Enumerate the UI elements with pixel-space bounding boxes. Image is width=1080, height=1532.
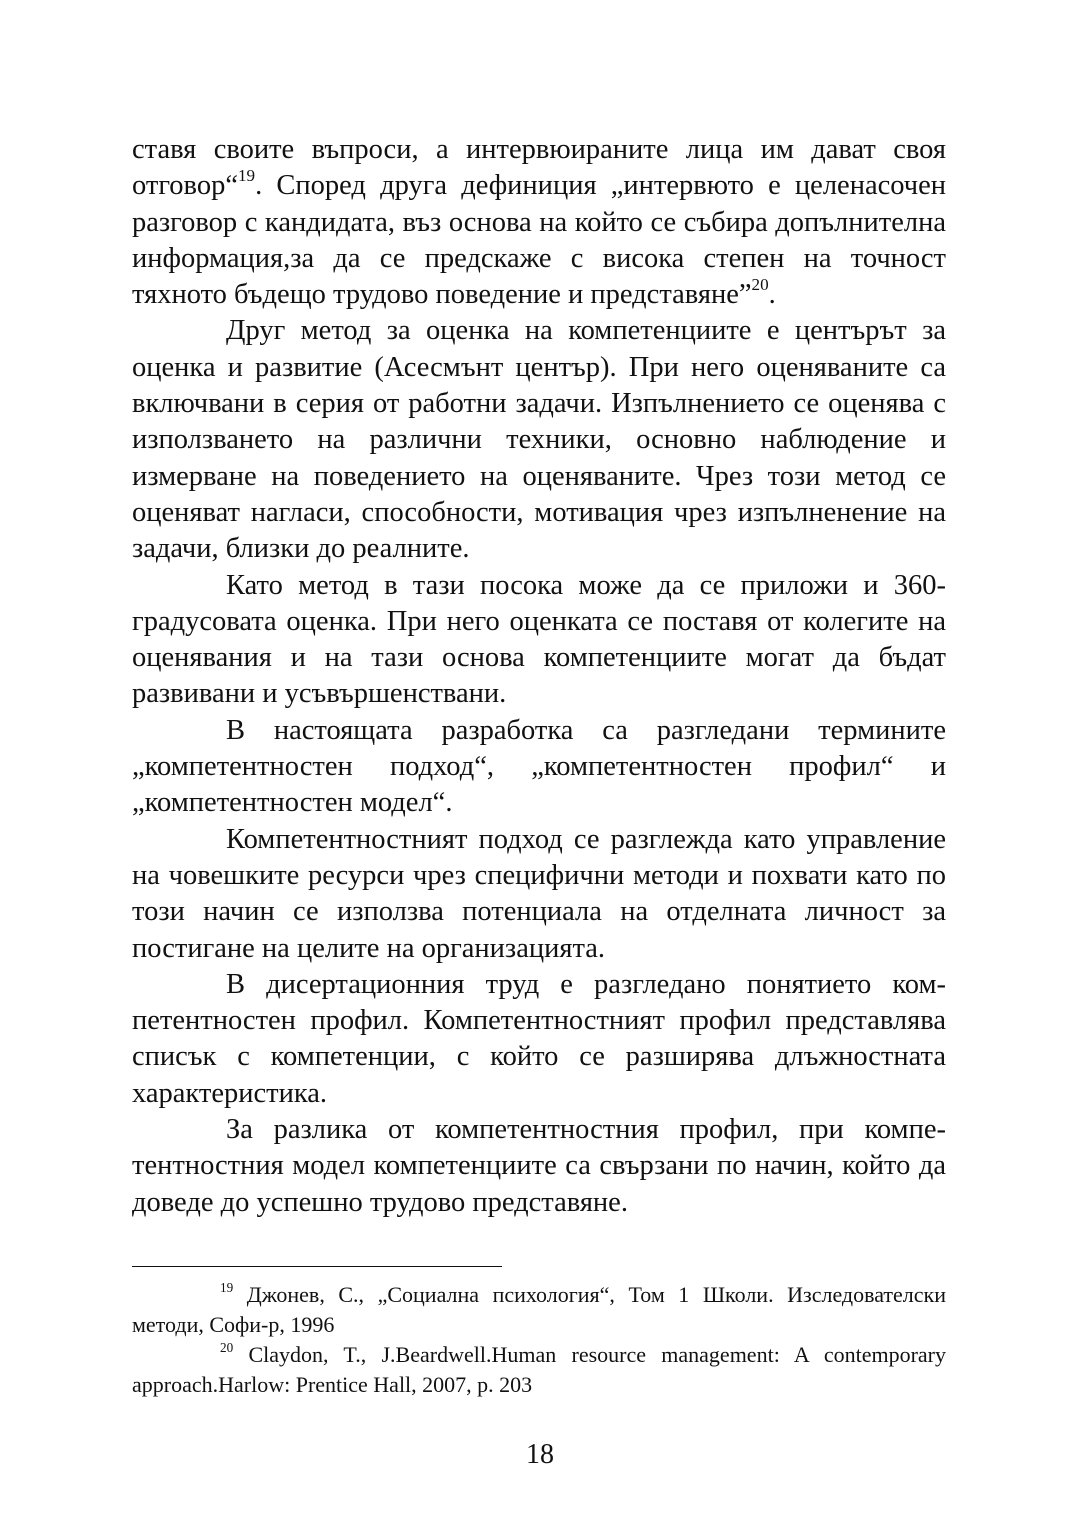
paragraph-text: Като метод в тази посока може да се приложи и 360-градусовата оценка. При него оценката се поставя от колегите на оценявания и на тази основа компетенциите могат да бъдат развивани и усъвършенствани. (132, 569, 946, 710)
paragraph (132, 132, 946, 313)
paragraph-text: В настоящата разработка са разгледани термините „компетентностен подход“, „компетентностен профил“ и „компетентностен модел“. (132, 714, 946, 819)
footnote-text: Джонев, С., „Социална психология“, Том 1 Школи. Изследователски методи, Софи-р, 1996 (132, 1282, 946, 1337)
paragraph-text: В дисертационния труд е разгледано понятието компетентностен профил. Компетентностният профил представлява списък с компетенции, с който се разширява длъжностната характеристика. (132, 968, 946, 1109)
page-number: 18 (526, 1439, 554, 1470)
paragraph-text: . (768, 279, 776, 311)
paragraph-text: Друг метод за оценка на компетенциите е центърът за оценка и развитие (Асесмънт център). При него оценяваните са включвани в серия от работни задачи. Изпълнението се оценява с използването на различни техники, основно наблюдение и измерване на поведението на оценяваните. Чрез този метод се оценяват нагласи, способности, мотивация чрез изпълненение на задачи, близки до реалните. (132, 315, 946, 565)
paragraph (132, 313, 946, 567)
paragraph (132, 1112, 946, 1221)
paragraph-text: ставя своите въпроси, а интервюираните лица им дават своя отговор“ (132, 134, 946, 202)
footnote (132, 1280, 946, 1340)
footnote-reference: 19 (237, 166, 256, 186)
footnote-separator (132, 1266, 502, 1267)
paragraph (132, 713, 946, 822)
paragraph-text: Компетентностният подход се разглежда като управление на човешките ресурси чрез специфични методи и похвати като по този начин се използва потенциала на отделната личност за постигане на целите на организацията. (132, 823, 946, 964)
paragraph (132, 568, 946, 713)
paragraph-text: За разлика от компетентностния профил, при компетентностния модел компетенциите са свързани по начин, който да доведе до успешно трудово представяне. (132, 1114, 946, 1218)
paragraph-text: . Според друга дефиниция „интервюто е целенасочен разговор с кандидата, въз основа на който се събира допълнителна информация,за да се предскаже с висока степен на точност тяхното бъдещо трудово поведение и представяне” (132, 170, 946, 311)
footnote-number: 20 (220, 1340, 234, 1356)
paragraph (132, 967, 946, 1112)
main-body-text (132, 132, 946, 1221)
footnotes (132, 1280, 946, 1400)
paragraph (132, 822, 946, 967)
footnote (132, 1340, 946, 1400)
footnote-reference: 20 (751, 275, 769, 295)
footnote-text: Claydon, T., J.Beardwell.Human resource management: A contemporary approach.Harlow: Prentice Hall, 2007, p. 203 (132, 1342, 946, 1397)
footnote-number: 19 (220, 1280, 234, 1296)
